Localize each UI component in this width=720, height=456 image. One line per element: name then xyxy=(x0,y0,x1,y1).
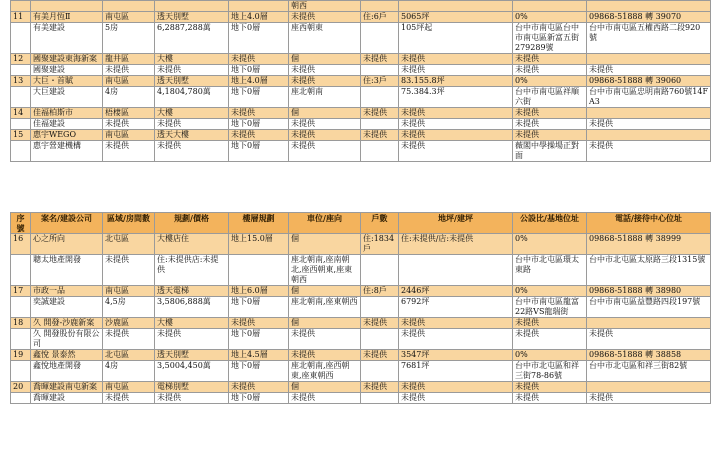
table-cell: 大樓 xyxy=(155,54,229,65)
table-cell: 未提供 xyxy=(587,393,711,404)
table-cell: 未提供 xyxy=(513,108,587,119)
table-cell: 18 xyxy=(11,318,31,329)
table-cell: 未提供 xyxy=(155,65,229,76)
column-header: 案名/建設公司 xyxy=(31,213,103,234)
table-cell: 大巨・首賦 xyxy=(31,76,103,87)
column-header: 車位/座向 xyxy=(289,213,361,234)
table-cell: 0% xyxy=(513,12,587,23)
table-cell: 大樓 xyxy=(155,318,229,329)
table-cell: 6,2887,288萬 xyxy=(155,23,229,54)
table-cell: 未提供 xyxy=(155,119,229,130)
table-cell: 未提供 xyxy=(399,318,513,329)
table-cell: 未提供 xyxy=(513,393,587,404)
table-cell: 佳福建設 xyxy=(31,119,103,130)
table-cell: 未提供 xyxy=(513,318,587,329)
table-row xyxy=(11,23,711,54)
table-cell xyxy=(361,297,399,318)
table-cell: 個 xyxy=(289,286,361,297)
table-cell: 台中市北屯區太原路三段1315號 xyxy=(587,255,711,286)
table-cell: 地下0層 xyxy=(229,361,289,382)
table-cell xyxy=(587,54,711,65)
table-cell xyxy=(11,119,31,130)
table-cell: 台中市北屯區和祥三街82號 xyxy=(587,361,711,382)
table-cell: 南屯區 xyxy=(103,382,155,393)
table-cell: 3,5806,888萬 xyxy=(155,297,229,318)
table-cell: 朝西 xyxy=(289,1,361,12)
table-cell: 北屯區 xyxy=(103,350,155,361)
table-cell: 心之所向 xyxy=(31,234,103,255)
table-cell xyxy=(11,329,31,350)
table-cell xyxy=(11,1,31,12)
table-cell: 個 xyxy=(289,382,361,393)
table-row xyxy=(11,382,711,393)
table-row xyxy=(11,297,711,318)
table-cell: 0% xyxy=(513,234,587,255)
column-header: 序號 xyxy=(11,213,31,234)
table-cell: 地下0層 xyxy=(229,23,289,54)
table-cell: 久 開發股份有限公司 xyxy=(31,329,103,350)
table-cell xyxy=(399,1,513,12)
table-cell: 座北朝南 xyxy=(289,87,361,108)
table-cell xyxy=(587,382,711,393)
table-cell: 未提供 xyxy=(399,119,513,130)
table-row xyxy=(11,87,711,108)
table-cell xyxy=(361,393,399,404)
table-cell xyxy=(229,255,289,286)
table-cell: 未提供 xyxy=(587,329,711,350)
table-cell xyxy=(11,297,31,318)
table-cell: 4房 xyxy=(103,361,155,382)
table-cell xyxy=(361,87,399,108)
table-row xyxy=(11,329,711,350)
table-cell xyxy=(587,1,711,12)
table-cell: 83.155.8坪 xyxy=(399,76,513,87)
table-cell: 7681坪 xyxy=(399,361,513,382)
table-cell: 透天別墅 xyxy=(155,76,229,87)
table-cell: 鑫悅地產開發 xyxy=(31,361,103,382)
table-cell: 龍井區 xyxy=(103,54,155,65)
table-cell: 17 xyxy=(11,286,31,297)
table-row xyxy=(11,393,711,404)
table-cell xyxy=(11,87,31,108)
table-cell xyxy=(361,361,399,382)
table-cell: 南屯區 xyxy=(103,12,155,23)
table-cell: 未提供 xyxy=(289,12,361,23)
table-cell: 20 xyxy=(11,382,31,393)
table-cell xyxy=(11,23,31,54)
table-cell: 未提供 xyxy=(229,382,289,393)
column-header: 區域/房間數 xyxy=(103,213,155,234)
table-cell: 喬暉建設南屯新案 xyxy=(31,382,103,393)
table-cell: 未提供 xyxy=(103,65,155,76)
table-row xyxy=(11,12,711,23)
table-cell: 住:未提供店:未提供 xyxy=(155,255,229,286)
table-cell: 未提供 xyxy=(587,119,711,130)
table-cell: 惠宇營建機構 xyxy=(31,141,103,162)
table-cell: 未提供 xyxy=(399,382,513,393)
table-cell: 未提供 xyxy=(289,393,361,404)
table-cell: 未提供 xyxy=(399,141,513,162)
table-cell: 3,5004,450萬 xyxy=(155,361,229,382)
table-cell: 透天別墅 xyxy=(155,12,229,23)
table-row xyxy=(11,234,711,255)
table-cell xyxy=(361,1,399,12)
listing-table-page2 xyxy=(10,212,711,404)
table-cell: 5065坪 xyxy=(399,12,513,23)
table-cell: 薇閣中學操場正對面 xyxy=(513,141,587,162)
table-cell: 國聚建設 xyxy=(31,65,103,76)
table-cell: 75.384.3坪 xyxy=(399,87,513,108)
table-row xyxy=(11,130,711,141)
table-cell: 未提供 xyxy=(587,141,711,162)
table-row xyxy=(11,361,711,382)
table-cell: 地上15.0層 xyxy=(229,234,289,255)
table-cell: 未提供 xyxy=(513,130,587,141)
table-cell: 台中市南屯區忠明南路760號14FA3 xyxy=(587,87,711,108)
table-cell: 未提供 xyxy=(513,54,587,65)
table-cell: 未提供 xyxy=(289,76,361,87)
table-cell: 未提供 xyxy=(289,329,361,350)
table-cell: 地下0層 xyxy=(229,297,289,318)
table-cell: 座北朝南,座東朝西 xyxy=(289,297,361,318)
table-cell: 奕誠建設 xyxy=(31,297,103,318)
table-cell: 未提供 xyxy=(513,119,587,130)
table-cell: 09868-51888 轉 38980 xyxy=(587,286,711,297)
table-row xyxy=(11,1,711,12)
table-cell: 未提供 xyxy=(155,393,229,404)
table-cell: 地上4.5層 xyxy=(229,350,289,361)
column-header: 電話/接待中心位址 xyxy=(587,213,711,234)
table-cell xyxy=(361,23,399,54)
table-cell xyxy=(361,255,399,286)
table-cell xyxy=(31,1,103,12)
table-cell: 13 xyxy=(11,76,31,87)
table-row xyxy=(11,108,711,119)
table-cell: 大巨建設 xyxy=(31,87,103,108)
table-cell: 個 xyxy=(289,54,361,65)
table-header-row xyxy=(11,213,711,234)
table-cell: 台中市北屯區環太東路 xyxy=(513,255,587,286)
table-cell: 6792坪 xyxy=(399,297,513,318)
table-cell: 4房 xyxy=(103,87,155,108)
table-cell xyxy=(587,318,711,329)
table-cell: 2446坪 xyxy=(399,286,513,297)
table-cell: 地下0層 xyxy=(229,65,289,76)
table-cell: 12 xyxy=(11,54,31,65)
table-row xyxy=(11,141,711,162)
table-cell: 住:3戶 xyxy=(361,76,399,87)
table-cell: 4,5房 xyxy=(103,297,155,318)
table-cell: 台中市南屯區台中市南屯區新富五街279289號 xyxy=(513,23,587,54)
table-cell xyxy=(587,130,711,141)
column-header: 戶數 xyxy=(361,213,399,234)
table-cell: 地下0層 xyxy=(229,329,289,350)
column-header: 規劃/價格 xyxy=(155,213,229,234)
table-cell: 未提供 xyxy=(361,318,399,329)
table-cell: 0% xyxy=(513,76,587,87)
table-cell: 沙鹿區 xyxy=(103,318,155,329)
table-cell: 透天電梯 xyxy=(155,286,229,297)
table-cell: 未提供 xyxy=(229,130,289,141)
table-cell: 住:1834戶 xyxy=(361,234,399,255)
table-cell: 未提供 xyxy=(229,108,289,119)
table-cell: 地下0層 xyxy=(229,393,289,404)
table-cell: 未提供 xyxy=(289,119,361,130)
table-cell: 台中市北屯區和祥三街78-86號 xyxy=(513,361,587,382)
table-cell: 透天大樓 xyxy=(155,130,229,141)
table-cell: 未提供 xyxy=(361,108,399,119)
table-cell xyxy=(361,329,399,350)
table-cell: 09868-51888 轉 38858 xyxy=(587,350,711,361)
table-cell: 聰太地產開發 xyxy=(31,255,103,286)
table-cell: 梧棲區 xyxy=(103,108,155,119)
column-header: 地坪/建坪 xyxy=(399,213,513,234)
table-cell xyxy=(513,1,587,12)
table-cell: 鑫悅 景泰然 xyxy=(31,350,103,361)
table-cell: 09868-51888 轉 39070 xyxy=(587,12,711,23)
table-cell xyxy=(361,119,399,130)
table-cell: 未提供 xyxy=(289,141,361,162)
table-cell: 未提供 xyxy=(289,65,361,76)
table-cell: 未提供 xyxy=(399,54,513,65)
table-cell xyxy=(11,393,31,404)
table-cell xyxy=(399,255,513,286)
table-cell: 15 xyxy=(11,130,31,141)
table-cell xyxy=(11,141,31,162)
table-cell xyxy=(155,1,229,12)
table-cell: 未提供 xyxy=(399,393,513,404)
table-row xyxy=(11,65,711,76)
table-cell: 未提供 xyxy=(289,350,361,361)
table-cell: 4,1804,780萬 xyxy=(155,87,229,108)
listing-table-page1 xyxy=(10,0,711,162)
table-cell: 住:6戶 xyxy=(361,12,399,23)
table-cell: 台中市南屯區祥順六街 xyxy=(513,87,587,108)
table-cell: 09868-51888 轉 39060 xyxy=(587,76,711,87)
table-cell: 南屯區 xyxy=(103,76,155,87)
table-cell: 個 xyxy=(289,108,361,119)
table-cell: 久 開發-沙鹿新案 xyxy=(31,318,103,329)
table-cell xyxy=(11,65,31,76)
table-cell: 台中市南屯區五權西路二段920號 xyxy=(587,23,711,54)
column-header: 樓層規劃 xyxy=(229,213,289,234)
table-cell: 電梯別墅 xyxy=(155,382,229,393)
table-row xyxy=(11,318,711,329)
table-cell: 未提供 xyxy=(361,350,399,361)
table-cell: 未提供 xyxy=(289,130,361,141)
table-cell: 未提供 xyxy=(587,65,711,76)
table-cell: 佳福柏斯市 xyxy=(31,108,103,119)
table-cell xyxy=(11,255,31,286)
table-cell: 北屯區 xyxy=(103,234,155,255)
table-cell: 11 xyxy=(11,12,31,23)
table-cell: 台中市南屯區益豐路四段197號 xyxy=(587,297,711,318)
table-cell: 地下0層 xyxy=(229,119,289,130)
table-cell: 國聚建設東海新案 xyxy=(31,54,103,65)
table-cell: 座北朝南,座南朝北,座西朝東,座東朝西 xyxy=(289,255,361,286)
table-cell: 未提供 xyxy=(399,329,513,350)
table-cell: 住:8戶 xyxy=(361,286,399,297)
table-cell: 3547坪 xyxy=(399,350,513,361)
table-cell: 未提供 xyxy=(399,108,513,119)
table-cell: 地上6.0層 xyxy=(229,286,289,297)
table-cell: 14 xyxy=(11,108,31,119)
table-cell: 大樓店住 xyxy=(155,234,229,255)
table-cell: 地下0層 xyxy=(229,87,289,108)
table-cell: 未提供 xyxy=(513,382,587,393)
table-cell: 19 xyxy=(11,350,31,361)
table-cell: 未提供 xyxy=(229,54,289,65)
table-cell: 住:未提供/店:未提供 xyxy=(399,234,513,255)
table-cell: 未提供 xyxy=(513,329,587,350)
table-cell xyxy=(229,1,289,12)
table-cell: 未提供 xyxy=(229,318,289,329)
table-cell xyxy=(361,65,399,76)
table-cell: 惠宇WEGO xyxy=(31,130,103,141)
table-cell: 南屯區 xyxy=(103,286,155,297)
table-row xyxy=(11,119,711,130)
table-cell xyxy=(103,1,155,12)
table-cell: 地上4.0層 xyxy=(229,76,289,87)
table-cell: 座北朝南,座西朝東,座東朝西 xyxy=(289,361,361,382)
table-cell: 個 xyxy=(289,234,361,255)
table-row xyxy=(11,286,711,297)
table-cell: 0% xyxy=(513,350,587,361)
table-cell: 5房 xyxy=(103,23,155,54)
table-cell: 地上4.0層 xyxy=(229,12,289,23)
table-cell: 未提供 xyxy=(155,329,229,350)
table-cell: 地下0層 xyxy=(229,141,289,162)
table-cell: 未提供 xyxy=(155,141,229,162)
table-cell: 透天別墅 xyxy=(155,350,229,361)
table-cell: 喬暉建設 xyxy=(31,393,103,404)
table-cell: 未提供 xyxy=(103,329,155,350)
table-cell xyxy=(11,361,31,382)
table-row xyxy=(11,255,711,286)
table-row xyxy=(11,76,711,87)
table-cell: 有美月恆Ⅱ xyxy=(31,12,103,23)
table-cell: 未提供 xyxy=(399,65,513,76)
table-cell: 0% xyxy=(513,286,587,297)
table-cell xyxy=(587,108,711,119)
table-cell: 未提供 xyxy=(103,255,155,286)
table-cell: 南屯區 xyxy=(103,130,155,141)
table-cell: 有美建設 xyxy=(31,23,103,54)
table-row xyxy=(11,350,711,361)
table-cell: 未提供 xyxy=(399,130,513,141)
table-cell: 個 xyxy=(289,318,361,329)
table-cell: 未提供 xyxy=(513,65,587,76)
table-cell: 未提供 xyxy=(103,119,155,130)
column-header: 公設比/基地位址 xyxy=(513,213,587,234)
table-cell: 市政一品 xyxy=(31,286,103,297)
table-cell: 09868-51888 轉 38999 xyxy=(587,234,711,255)
table-cell: 座西朝東 xyxy=(289,23,361,54)
table-cell: 未提供 xyxy=(103,141,155,162)
table-cell: 台中市南屯區龍富22路VS龍瑞街 xyxy=(513,297,587,318)
table-cell: 未提供 xyxy=(361,130,399,141)
table-cell xyxy=(361,141,399,162)
table-cell: 未提供 xyxy=(103,393,155,404)
table-cell: 16 xyxy=(11,234,31,255)
table-cell: 未提供 xyxy=(361,54,399,65)
table-cell: 未提供 xyxy=(361,382,399,393)
table-cell: 大樓 xyxy=(155,108,229,119)
table-cell: 105坪起 xyxy=(399,23,513,54)
table-row xyxy=(11,54,711,65)
